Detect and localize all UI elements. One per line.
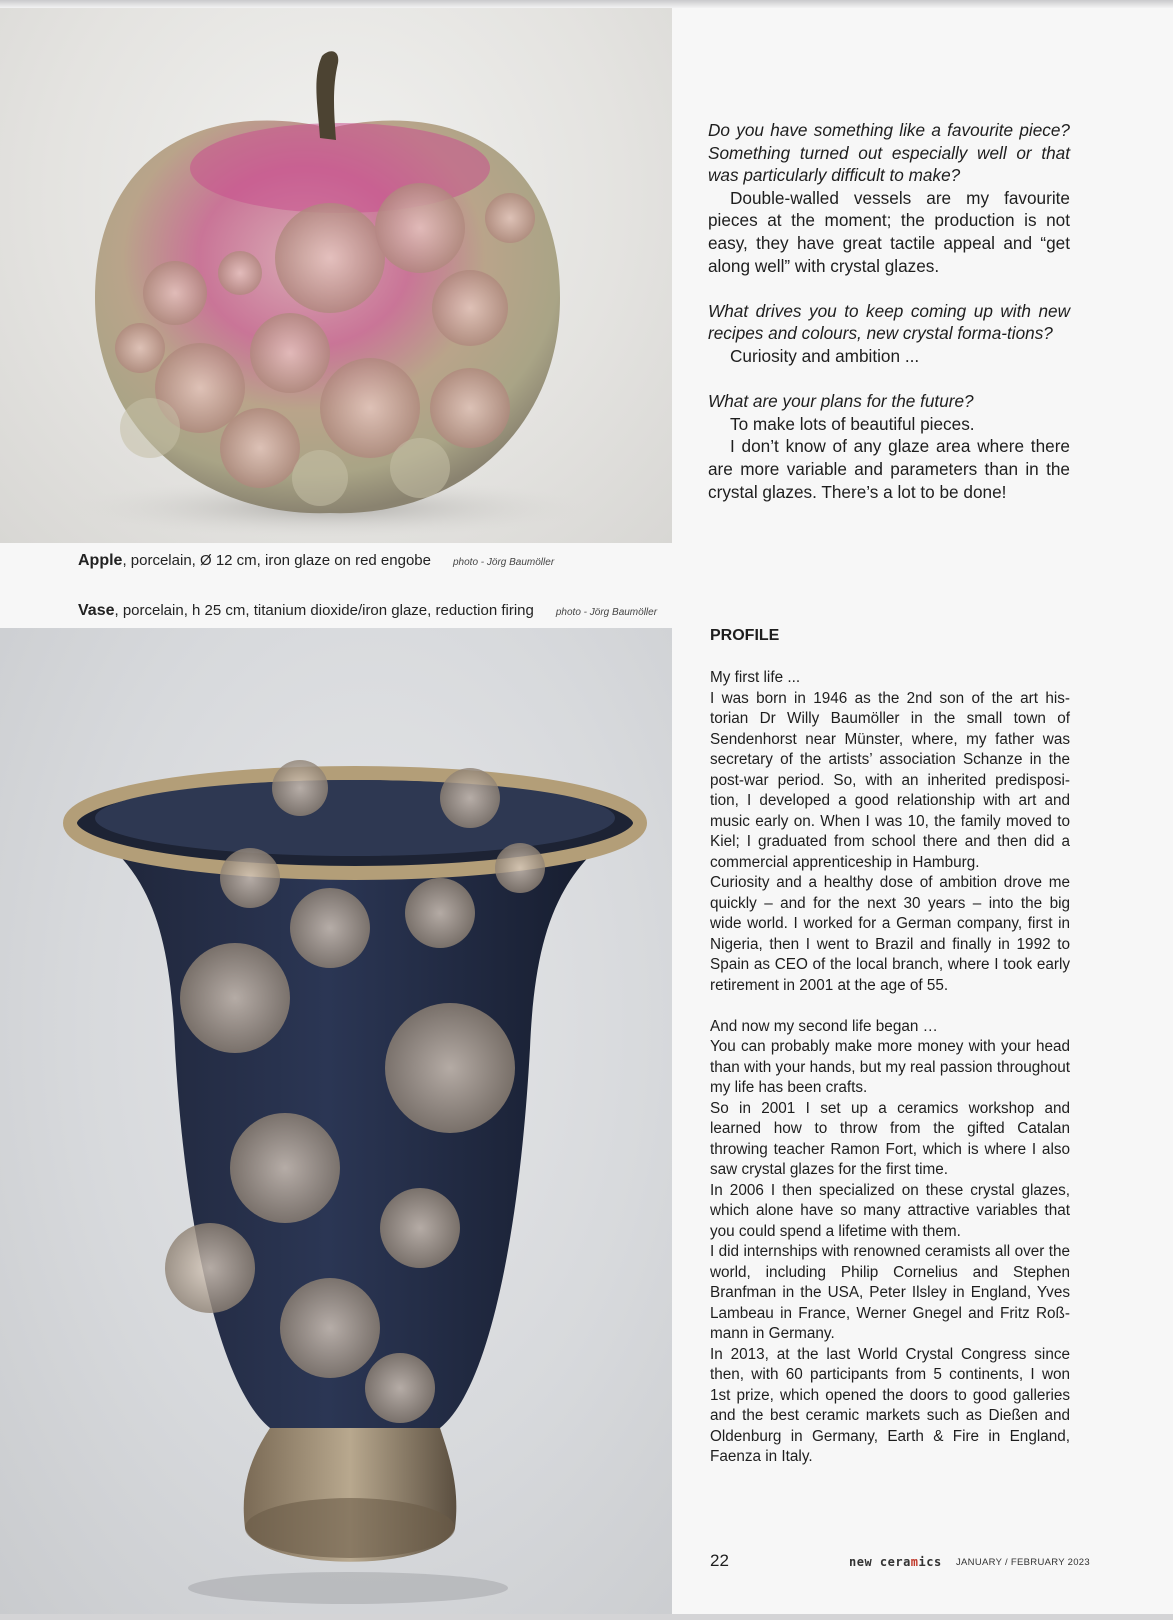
logo-text: ics: [918, 1555, 942, 1569]
apple-caption: [78, 552, 554, 570]
photo-credit: photo - Jörg Baumöller: [555, 607, 658, 618]
top-edge: [0, 0, 1173, 8]
profile-paragraph: I was born in 1946 as the 2nd son of the art his-torian Dr Willy Baumöller in the small town of Sendenhorst near Münster, where, my father was secretary of the artists’ association Schanze in the post-war period. So, with an inherited predisposi-tion, I developed a good relationship with art and music early on. When I was 10, the family moved to Kiel; I graduated from school there and then did a commercial apprenticeship in Hamburg.: [710, 689, 1070, 871]
profile-lead: And now my second life began …: [710, 1017, 938, 1035]
profile-paragraph: You can probably make more money with your head than with your hands, but my real passion throughout my life has been crafts.: [710, 1038, 1070, 1096]
profile-paragraph: I did internships with renowned ceramists all over the world, including Philip Cornelius and Stephen Branfman in the USA, Peter Ilsley in England, Yves Lambeau in France, Werner Gnegel and Fritz Roß-mann in Germany.: [710, 1243, 1070, 1342]
issue-date: JANUARY / FEBRUARY 2023: [956, 1557, 1090, 1568]
caption-title: Vase: [78, 602, 115, 619]
profile-paragraph: In 2013, at the last World Crystal Congress since then, with 60 participants from 5 continents, I won 1st prize, which opened the doors to good galleries and the best ceramic markets such as Dießen and Oldenburg in Germany, Earth & Fire in England, Faenza in Italy.: [710, 1345, 1070, 1465]
magazine-logo: [849, 1555, 942, 1569]
profile-lead: My first life ...: [710, 669, 801, 686]
interview-answer: Double-walled vessels are my favourite pieces at the moment; the production is not easy, they have great tactile appeal and “get along well” with crystal glazes.: [708, 187, 1070, 276]
profile-paragraph: So in 2001 I set up a ceramics workshop and learned how to throw from the gifted Catalan throwing teacher Ramon Fort, which is where I also saw crystal glazes for the first time.: [710, 1099, 1070, 1178]
logo-accent: m: [910, 1555, 919, 1569]
vase-photo: [0, 628, 672, 1614]
page-number: 22: [710, 1551, 729, 1570]
interview-section: [708, 119, 1070, 503]
caption-details: , porcelain, h 25 cm, titanium dioxide/iron glaze, reduction firing: [114, 602, 534, 619]
interview-answer: I don’t know of any glaze area where there are more variable and parameters than in the crystal glazes. There’s a lot to be done!: [708, 436, 1070, 502]
profile-heading: PROFILE: [710, 627, 780, 644]
profile-paragraph: Curiosity and a healthy dose of ambition drove me quickly – and for the next 30 years – into the big wide world. I worked for a German company, first in Nigeria, then I went to Brazil and finally in 1992 to Spain as CEO of the local branch, where I took early retirement in 2001 at the age of 55.: [710, 874, 1070, 994]
bottom-edge: [0, 1614, 1173, 1620]
interview-answer: Curiosity and ambition ...: [730, 345, 920, 366]
interview-question: What drives you to keep coming up with new recipes and colours, new crystal forma-tions?: [708, 300, 1070, 344]
caption-title: Apple: [78, 552, 123, 569]
interview-question: Do you have something like a favourite piece? Something turned out especially well or that was particularly difficult to make?: [708, 120, 1070, 186]
apple-photo: [0, 8, 672, 543]
photo-credit: photo - Jörg Baumöller: [452, 557, 555, 568]
interview-question: What are your plans for the future?: [708, 391, 974, 412]
caption-details: , porcelain, Ø 12 cm, iron glaze on red engobe: [122, 552, 431, 569]
profile-section: [710, 668, 1070, 1468]
logo-text: new cera: [849, 1555, 911, 1569]
profile-paragraph: In 2006 I then specialized on these crystal glazes, which alone have so many attractive variables that you could spend a lifetime with them.: [710, 1181, 1070, 1240]
interview-answer: To make lots of beautiful pieces.: [730, 413, 975, 434]
vase-caption: [78, 602, 657, 620]
